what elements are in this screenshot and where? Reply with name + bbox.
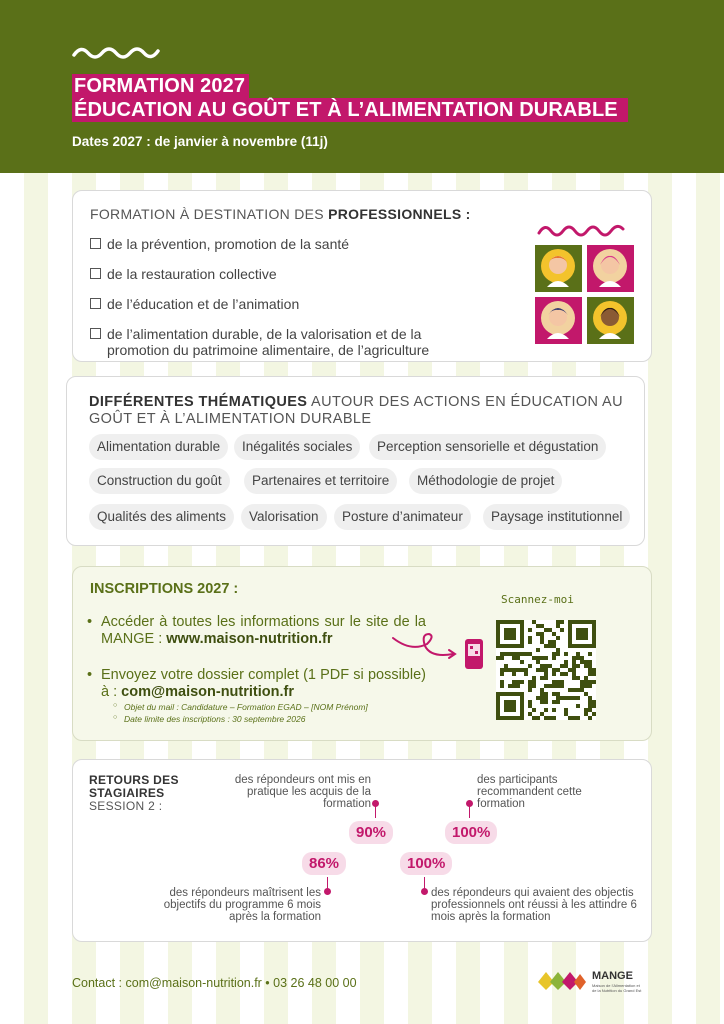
audience-heading: FORMATION À DESTINATION DES PROFESSIONNELS : (90, 206, 471, 222)
themes-card (66, 376, 645, 546)
stat-86-value: 86% (302, 852, 346, 875)
theme-chip: Valorisation (241, 504, 327, 530)
stat-86-dot (324, 888, 331, 895)
website-bullet: • Accéder à toutes les informations sur le site de la MANGE : www.maison-nutrition.fr (101, 614, 426, 648)
themes-heading: DIFFÉRENTES THÉMATIQUES AUTOUR DES ACTIONS EN ÉDUCATION AU GOÛT ET À L’ALIMENTATION DURABLE (89, 394, 623, 427)
theme-chip: Partenaires et territoire (244, 468, 397, 494)
theme-chip: Alimentation durable (89, 434, 228, 460)
theme-chip: Posture d’animateur (334, 504, 471, 530)
retours-card (72, 759, 652, 942)
deadline-note: ○ Date limite des inscriptions : 30 septembre 2026 (124, 714, 305, 724)
qr-code-icon[interactable] (496, 620, 596, 720)
mange-logo-icon (536, 968, 588, 992)
avatars-illustration-icon (535, 221, 635, 346)
theme-chip: Construction du goût (89, 468, 230, 494)
email-bullet: • Envoyez votre dossier complet (1 PDF si possible) à : com@maison-nutrition.fr (101, 667, 426, 701)
footer-contact: Contact : com@maison-nutrition.fr • 03 26 48 00 00 (72, 976, 357, 990)
theme-chip: Perception sensorielle et dégustation (369, 434, 606, 460)
checkbox-icon (90, 328, 101, 339)
title-line-1: FORMATION 2027 (72, 74, 249, 98)
theme-chip: Méthodologie de projet (409, 468, 562, 494)
dates-text: Dates 2027 : de janvier à novembre (11j) (72, 134, 328, 149)
stat-90-text: des répondeurs ont mis en pratique les acquis de la formation (234, 774, 371, 810)
audience-card (72, 190, 652, 362)
theme-chip: Paysage institutionnel (483, 504, 630, 530)
audience-item: de la restauration collective (90, 266, 277, 282)
header-banner (0, 0, 724, 173)
website-link[interactable]: www.maison-nutrition.fr (166, 631, 333, 647)
audience-item: de la prévention, promotion de la santé (90, 236, 349, 252)
stat-90-dot (372, 800, 379, 807)
arrow-to-phone-icon (391, 626, 491, 676)
stat-100a-dot (421, 888, 428, 895)
audience-item: de l’alimentation durable, de la valorisation et de la promotion du patrimoine alimentaire, de l’agriculture (90, 326, 480, 358)
inscriptions-card (72, 566, 652, 741)
stat-100a-value: 100% (400, 852, 452, 875)
stat-90-value: 90% (349, 821, 393, 844)
theme-chip: Qualités des aliments (89, 504, 234, 530)
checkbox-icon (90, 298, 101, 309)
wave-decoration-icon (72, 43, 166, 59)
retours-heading: RETOURS DES STAGIAIRES SESSION 2 : (89, 773, 179, 813)
stat-100b-dot (466, 800, 473, 807)
stat-100a-text: des répondeurs qui avaient des objectis professionnels ont réussi à les attindre 6 mois après la formation (431, 887, 637, 923)
checkbox-icon (90, 268, 101, 279)
email-link[interactable]: com@maison-nutrition.fr (121, 684, 294, 700)
stat-86-text: des répondeurs maîtrisent les objectifs du programme 6 mois après la formation (163, 887, 321, 923)
checkbox-icon (90, 238, 101, 249)
inscriptions-heading: INSCRIPTIONS 2027 : (90, 581, 239, 597)
audience-item: de l’éducation et de l’animation (90, 296, 299, 312)
stat-100b-text: des participants recommandent cette formation (477, 774, 582, 810)
logo-subtitle: Maison de l’Alimentation et de la Nutrition du Grand Est (592, 983, 642, 993)
mail-subject-note: ○ Objet du mail : Candidature – Formation EGAD – [NOM Prénom] (124, 702, 368, 712)
scan-label: Scannez-moi (501, 593, 574, 606)
theme-chip: Inégalités sociales (234, 434, 360, 460)
stat-100b-value: 100% (445, 821, 497, 844)
title-line-2: ÉDUCATION AU GOÛT ET À L’ALIMENTATION DURABLE (72, 98, 628, 122)
logo-name: MANGE (592, 970, 633, 982)
